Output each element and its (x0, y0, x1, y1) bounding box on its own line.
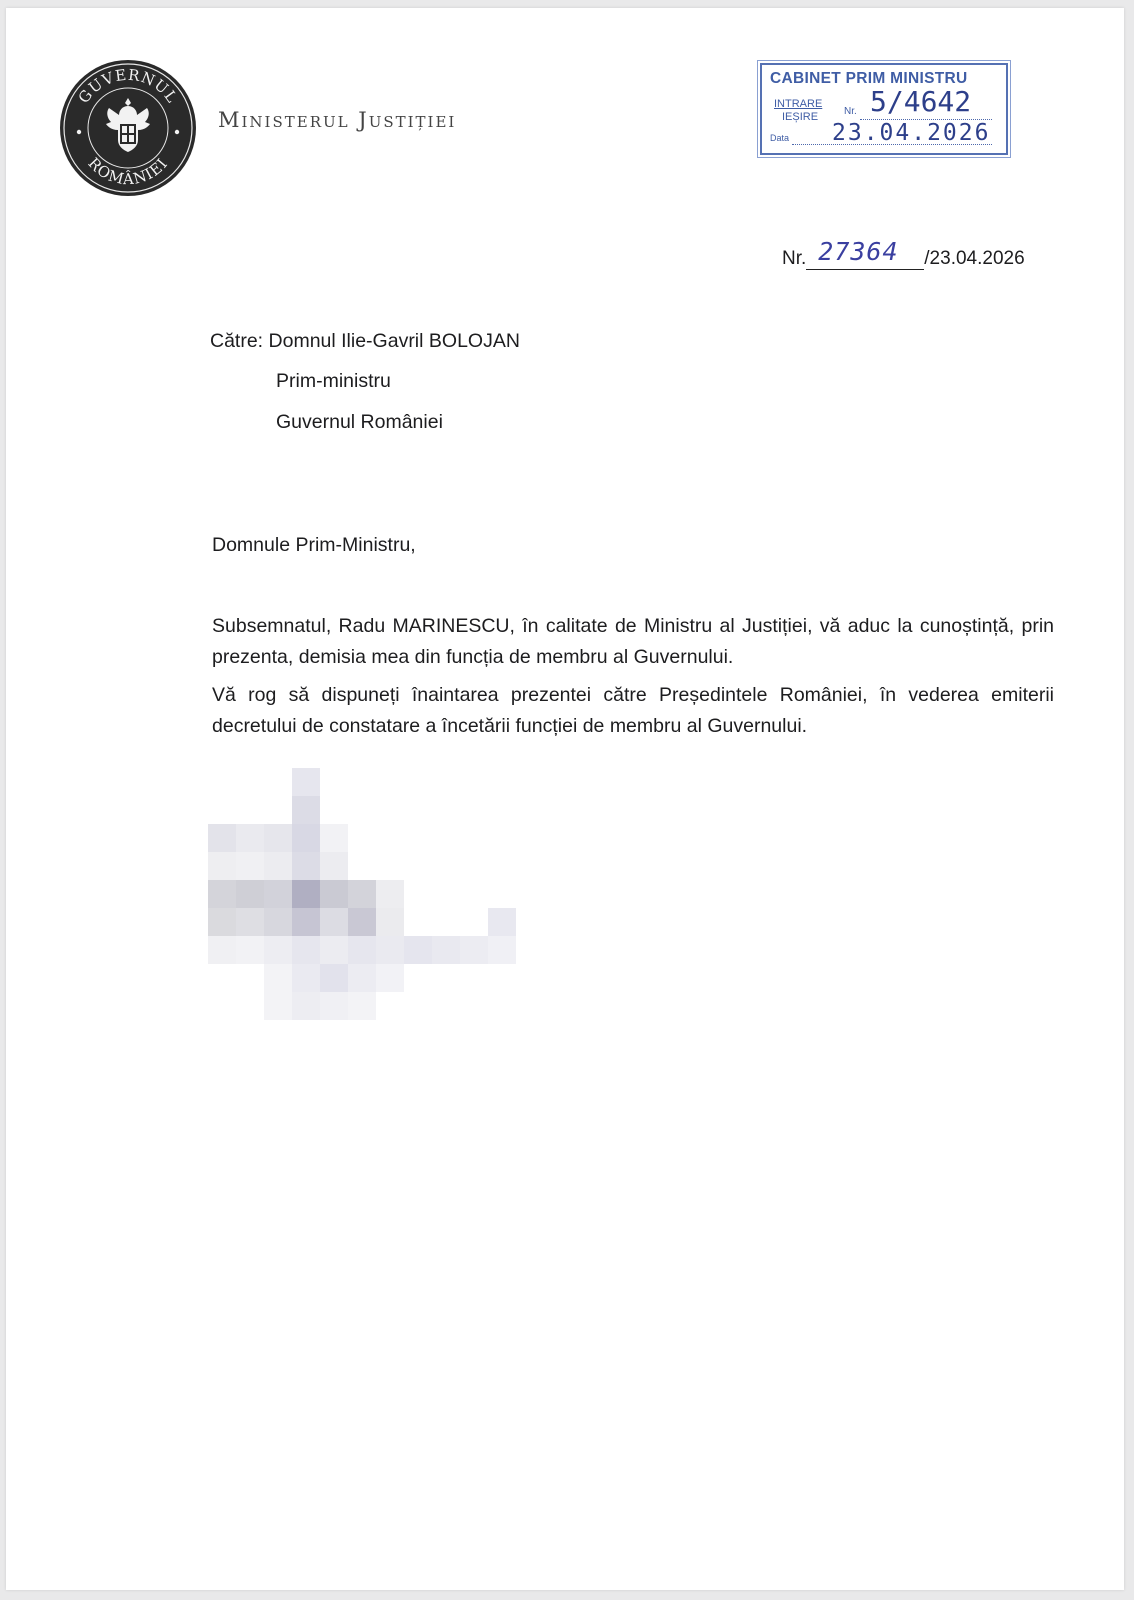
pixelated-signature (206, 768, 516, 1018)
government-seal-logo (58, 58, 198, 198)
registration-number-line (782, 237, 1025, 270)
recipient-role: Prim-ministru (276, 370, 391, 392)
document-page (6, 8, 1124, 1590)
stamp-label-data: Data (770, 133, 790, 143)
registration-date: /23.04.2026 (924, 248, 1025, 269)
stamp-title: CABINET PRIM MINISTRU (770, 70, 968, 87)
registry-stamp (760, 63, 1008, 155)
letter-paragraph-2: Vă rog să dispuneți înaintarea prezentei către Președintele României, în vederea emiterii decretului de constatare a încetării funcției de membru al Guvernului. (212, 684, 1054, 737)
salutation: Domnule Prim-Ministru, (212, 534, 416, 556)
recipient-to-line: Către: Domnul Ilie-Gavril BOLOJAN (210, 330, 520, 352)
letter-paragraph-1: Subsemnatul, Radu MARINESCU, în calitate de Ministru al Justiției, vă aduc la cunoștință, prin prezenta, demisia mea din funcția de membru al Guvernului. (212, 615, 1054, 668)
registration-number-slot (806, 237, 924, 270)
svg-text:ROMÂNIEI: ROMÂNIEI (84, 154, 172, 189)
recipient-institution: Guvernul României (276, 411, 443, 433)
ministry-name: Ministerul Justiției (218, 108, 457, 132)
stamp-handwritten-number: 5/4642 (870, 85, 972, 118)
stamp-label-intrare: INTRARE (774, 98, 823, 110)
registration-prefix: Nr. (782, 248, 807, 269)
registration-handwritten-number: 27364 (818, 237, 899, 266)
stamp-handwritten-date: 23.04.2026 (832, 120, 991, 146)
stamp-label-nr: Nr. (844, 106, 857, 117)
svg-text:GUVERNUL: GUVERNUL (74, 65, 182, 107)
stamp-label-iesire: IEȘIRE (782, 111, 819, 123)
